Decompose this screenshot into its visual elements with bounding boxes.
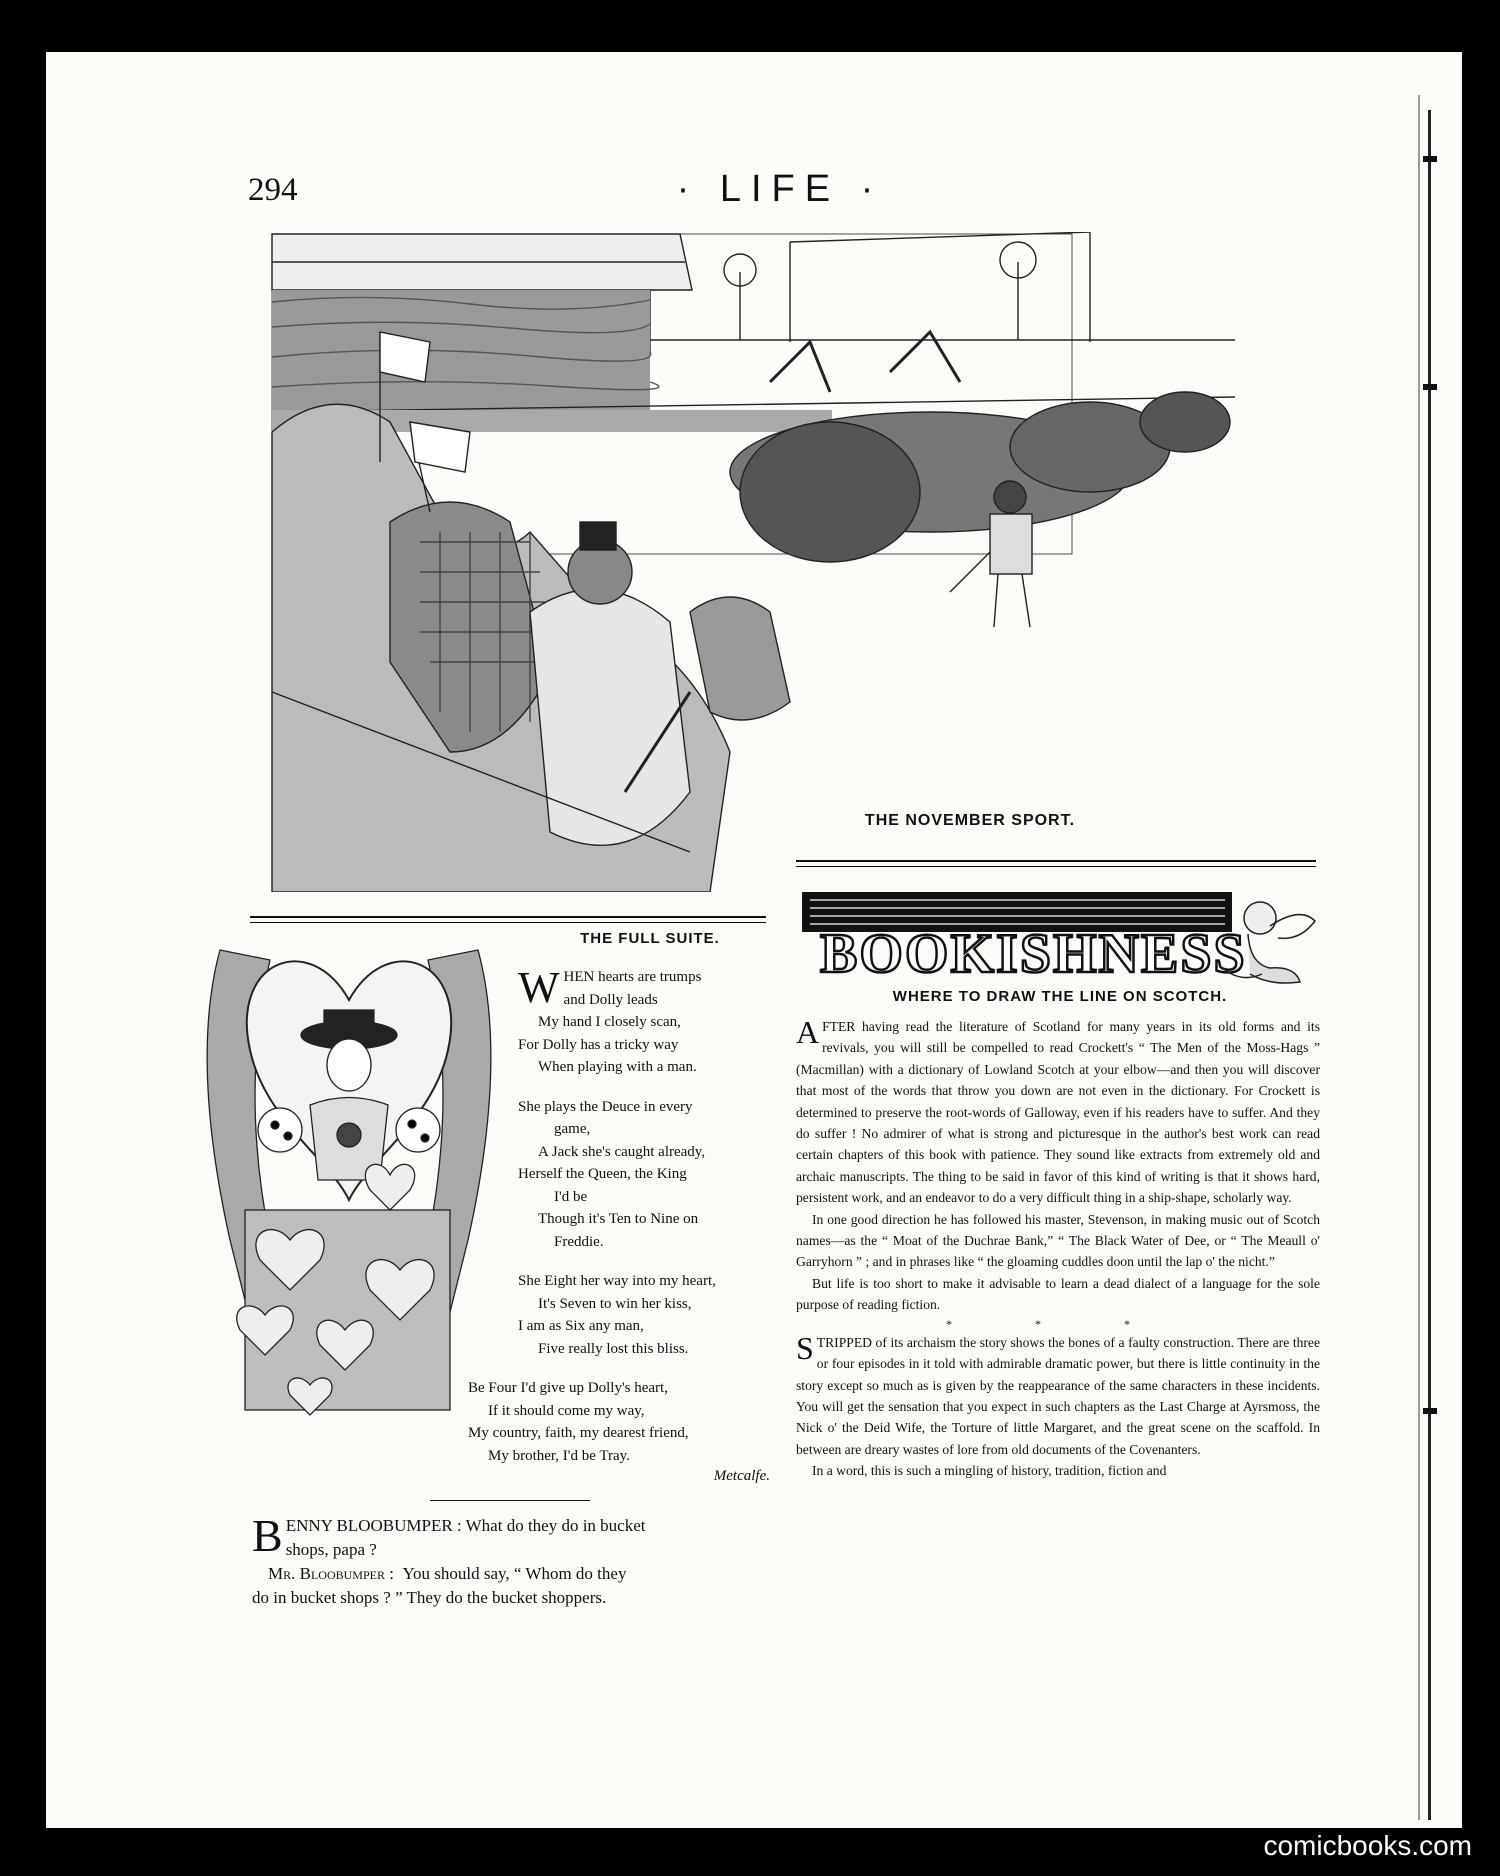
poem-line: When playing with a man. <box>538 1059 697 1075</box>
banner-title: BOOKISHNESS <box>820 923 1247 985</box>
short-rule <box>430 1500 590 1501</box>
poem-line: I'd be <box>554 1188 588 1205</box>
binding-mark <box>1423 1408 1437 1414</box>
poem-full-suite <box>468 963 770 1505</box>
poem-stanza <box>518 1270 770 1360</box>
column-rule <box>796 866 1316 867</box>
poem-line: It's Seven to win her kiss, <box>538 1295 692 1312</box>
poem-stanza <box>518 1096 770 1254</box>
review-paragraph <box>796 1329 1320 1460</box>
binding-mark <box>1423 384 1437 390</box>
poem-line: I am as Six any man, <box>518 1318 644 1334</box>
bloobumper-joke <box>252 1510 772 1610</box>
poem-line: game, <box>554 1121 591 1137</box>
joke-speaker: Mr. Bloobumper : <box>268 1564 394 1583</box>
review-paragraph: In one good direction he has followed his master, Stevenson, in making music out of Scotch names—as the “ Moat of the Duchrae Bank,” “ The Black Water of Dee, or “ The Meaull o' Garryhorn ” ; and in phrases like “ the gloaming cuddles doon until the lap o' the nicht.” <box>796 1211 1320 1270</box>
column-rule <box>250 916 766 918</box>
watermark: comicbooks.com <box>1263 1830 1472 1861</box>
column-rule <box>796 860 1316 862</box>
section-break-stars: * * * <box>946 1316 1170 1331</box>
joke-dropcap: B <box>252 1510 283 1561</box>
poem-line: Herself the Queen, the King <box>518 1166 687 1182</box>
poem-line: Though it's Ten to Nine on <box>538 1211 699 1227</box>
poem-line: Freddie. <box>554 1233 604 1250</box>
poem-line: and Dolly leads <box>563 991 658 1008</box>
review-title: WHERE TO DRAW THE LINE ON SCOTCH. <box>892 988 1228 1005</box>
poem-title: THE FULL SUITE. <box>580 930 720 947</box>
joke-line: shops, papa ? <box>285 1540 377 1559</box>
poem-dropcap: W <box>518 963 560 1012</box>
review-text: TRIPPED of its archaism the story shows the bones of a faulty construction. There are three or four episodes in it told with admirable dramatic power, but there is little continuity in the story except so much as is given by the reappearance of the same characters in these incidents. You will get the sensation that you expect in such chapters as the Last Charge at Ayrsmoss, the Nick o' the Deid Wife, the Torture of little Margaret, and the great scene on the scaffold. In between are dreary wastes of lore from old documents of the Covenanters. <box>796 1334 1320 1457</box>
poem-stanza <box>518 963 770 1079</box>
review-dropcap: A <box>796 1014 820 1050</box>
bookishness-banner <box>800 886 1320 990</box>
poem-line: My country, faith, my dearest friend, <box>468 1425 689 1441</box>
illustration-caption: THE NOVEMBER SPORT. <box>864 812 1076 829</box>
page-binding-edge <box>1428 110 1431 1820</box>
poem-signature: Metcalfe. <box>713 1468 770 1484</box>
queen-of-hearts-illustration <box>190 940 508 1420</box>
poem-stanza <box>468 1377 770 1488</box>
poem-line: She Eight her way into my heart, <box>518 1273 716 1289</box>
poem-line: My brother, I'd be Tray. <box>488 1447 630 1464</box>
poem-line: My hand I closely scan, <box>538 1014 681 1030</box>
page-number: 294 <box>248 172 298 208</box>
column-rule <box>250 922 766 923</box>
november-sport-illustration <box>270 232 1238 892</box>
masthead: · LIFE · <box>676 168 884 210</box>
poem-line: A Jack she's caught already, <box>538 1143 706 1160</box>
review-text: FTER having read the literature of Scotland for many years in its old forms and its revivals, you will still be compelled to read Crockett's “ The Men of the Moss-Hags ” (Macmillan) with a dictionary of Lowland Scotch at your elbow—and then you will discover that most of the words that throw you down are not even in the dictionary. For Crockett is determined to preserve the root-words of Galloway, even if his readers have to suffer. And they do suffer ! No admirer of what is strong and picturesque in the author's best work can read certain chapters of this book with patience. They sound like extracts from extremely old and archaic manuscripts. The thing to be said in favor of this kind of writing is that it shows hard, persistent work, and an endeavor to do a very difficult thing in a ship-shape, scholarly way. <box>796 1019 1320 1206</box>
joke-line: do in bucket shops ? ” They do the bucket shoppers. <box>252 1588 607 1607</box>
review-body <box>796 1016 1320 1482</box>
review-paragraph <box>796 1016 1320 1209</box>
review-paragraph: In a word, this is such a mingling of history, tradition, fiction and <box>812 1463 1167 1479</box>
poem-line: Be Four I'd give up Dolly's heart, <box>468 1380 668 1396</box>
poem-line: Five really lost this bliss. <box>538 1340 689 1357</box>
poem-line: HEN hearts are trumps <box>563 969 702 985</box>
page-fold-shadow <box>1418 95 1420 1820</box>
review-dropcap: S <box>796 1329 814 1366</box>
joke-line: You should say, “ Whom do they <box>402 1564 627 1583</box>
poem-line: She plays the Deuce in every <box>518 1098 693 1115</box>
binding-mark <box>1423 156 1437 162</box>
review-paragraph: But life is too short to make it advisable to learn a dead dialect of a language for the sole purpose of reading fiction. <box>796 1275 1320 1313</box>
poem-line: If it should come my way, <box>488 1402 645 1419</box>
joke-line: ENNY BLOOBUMPER : What do they do in bucket <box>285 1516 646 1535</box>
poem-line: For Dolly has a tricky way <box>518 1036 679 1053</box>
